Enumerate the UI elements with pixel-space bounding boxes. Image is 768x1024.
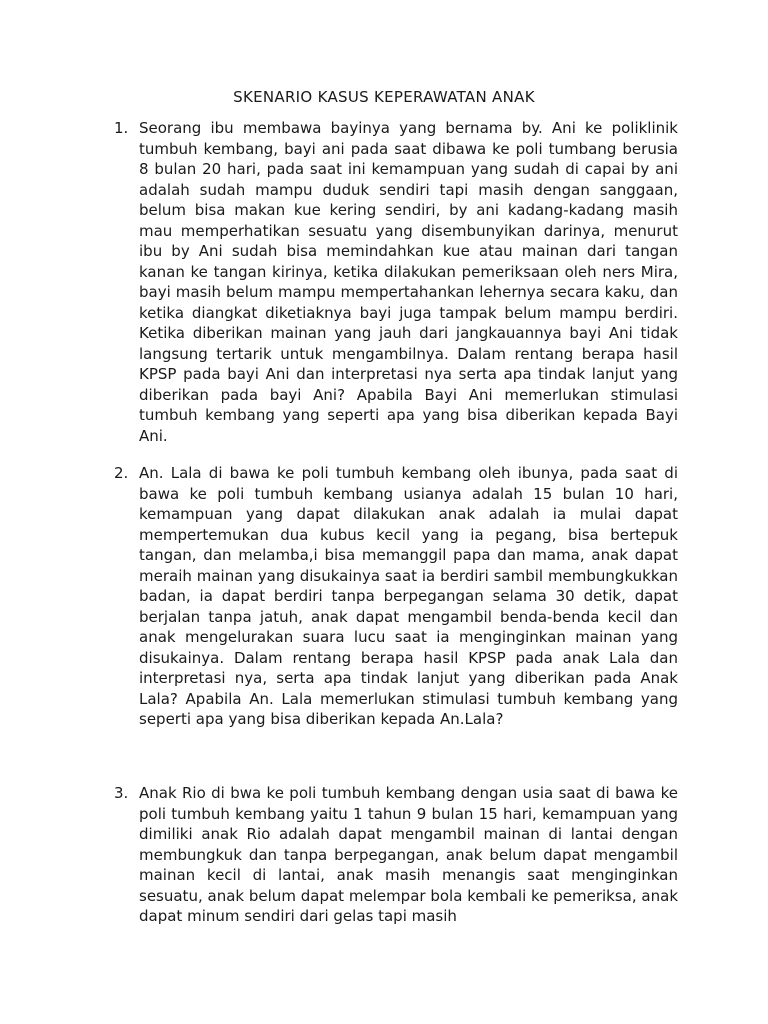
list-item-text: Anak Rio di bwa ke poli tumbuh kembang dengan usia saat di bawa ke poli tumbuh kembang yaitu 1 tahun 9 bulan 15 hari, kemampuan yang dimiliki anak Rio adalah dapat mengambil mainan di lantai dengan membungkuk dan tanpa berpegangan, anak belum dapat mengambil mainan kecil di lantai, anak masih menangis saat menginginkan sesuatu, anak belum dapat melempar bola kembali ke pemeriksa, anak dapat minum sendiri dari gelas tapi masih — [139, 784, 678, 925]
list-item-number: 1. — [114, 119, 129, 137]
list-item — [114, 783, 678, 927]
list-item — [114, 118, 678, 446]
list-item — [114, 463, 678, 730]
list-item-number: 3. — [114, 784, 129, 802]
list-item-text: Seorang ibu membawa bayinya yang bernama by. Ani ke poliklinik tumbuh kembang, bayi ani pada saat dibawa ke poli tumbang berusia 8 bulan 20 hari, pada saat ini kemampuan yang sudah di capai by ani adalah sudah mampu duduk sendiri tapi masih dengan sanggaan, belum bisa makan kue kering sendiri, by ani kadang-kadang masih mau memperhatikan sesuatu yang disembunyikan darinya, menurut ibu by Ani sudah bisa memindahkan kue atau mainan dari tangan kanan ke tangan kirinya, ketika dilakukan pemeriksaan oleh ners Mira, bayi masih belum mampu mempertahankan lehernya secara kaku, dan ketika diangkat diketiaknya bayi juga tampak belum mampu berdiri. Ketika diberikan mainan yang jauh dari jangkauannya bayi Ani tidak langsung tertarik untuk mengambilnya. Dalam rentang berapa hasil KPSP pada bayi Ani dan interpretasi nya serta apa tindak lanjut yang diberikan pada bayi Ani? Apabila Bayi Ani memerlukan stimulasi tumbuh kembang yang seperti apa yang bisa diberikan kepada Bayi Ani. — [139, 119, 678, 445]
document-title: SKENARIO KASUS KEPERAWATAN ANAK — [233, 88, 535, 106]
list-item-number: 2. — [114, 464, 129, 482]
list-item-text: An. Lala di bawa ke poli tumbuh kembang oleh ibunya, pada saat di bawa ke poli tumbuh kembang usianya adalah 15 bulan 10 hari, kemampuan yang dapat dilakukan anak adalah ia mulai dapat mempertemukan dua kubus kecil yang ia pegang, bisa bertepuk tangan, dan melamba,i bisa memanggil papa dan mama, anak dapat meraih mainan yang disukainya saat ia berdiri sambil membungkukkan badan, ia dapat berdiri tanpa berpegangan selama 30 detik, dapat berjalan tanpa jatuh, anak dapat mengambil benda-benda kecil dan anak mengelurakan suara lucu saat ia menginginkan mainan yang disukainya. Dalam rentang berapa hasil KPSP pada anak Lala dan interpretasi nya, serta apa tindak lanjut yang diberikan pada Anak Lala? Apabila An. Lala memerlukan stimulasi tumbuh kembang yang seperti apa yang bisa diberikan kepada An.Lala? — [139, 464, 678, 728]
